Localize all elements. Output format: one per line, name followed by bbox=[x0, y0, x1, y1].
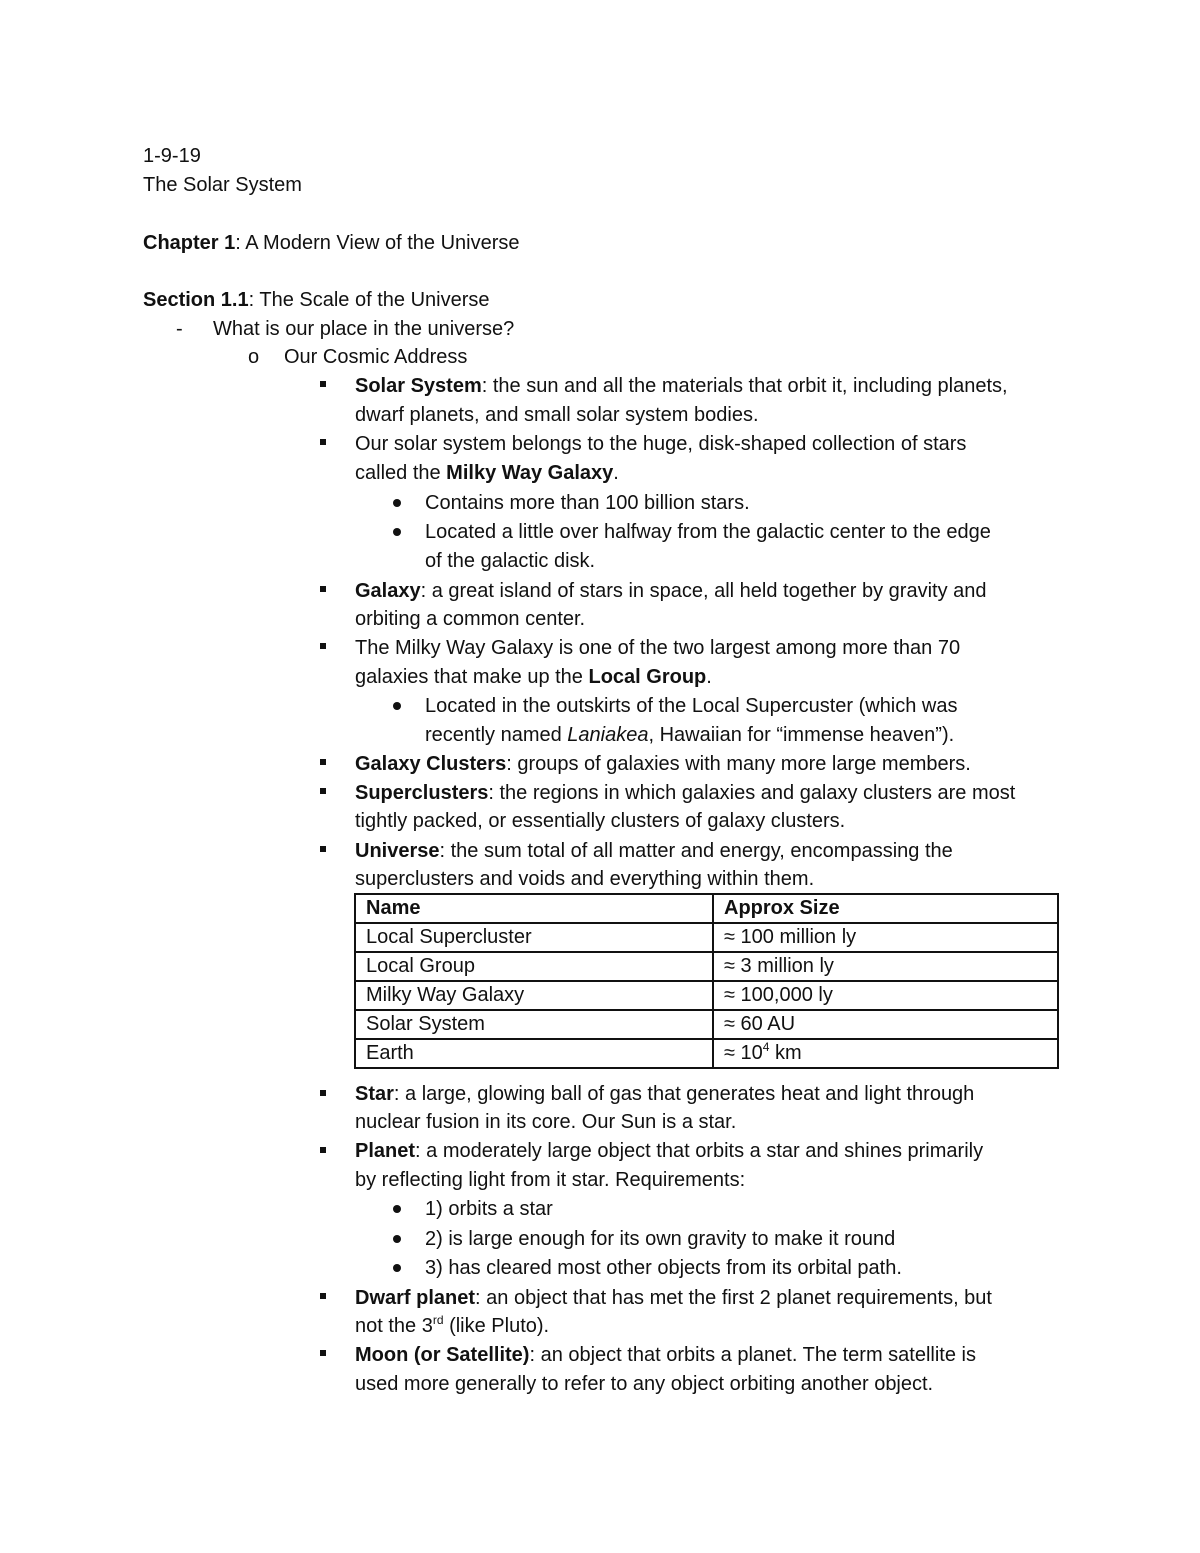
note-text: . bbox=[706, 666, 712, 688]
square-bullet-icon bbox=[320, 1147, 326, 1153]
sub-note-stars: Contains more than 100 billion stars. bbox=[425, 492, 750, 514]
earth-size-unit: km bbox=[769, 1042, 802, 1064]
square-bullet-icon bbox=[320, 1090, 326, 1096]
circle-bullet-icon: o bbox=[248, 346, 260, 368]
square-bullet-icon bbox=[320, 788, 326, 794]
table-header-row bbox=[355, 894, 1058, 923]
table-row bbox=[355, 981, 1058, 1010]
question: What is our place in the universe? bbox=[213, 318, 515, 340]
square-bullet-icon bbox=[320, 846, 326, 852]
note-text: : the regions in which galaxies and galaxy clusters are most bbox=[488, 782, 1016, 804]
note-moon-cont: used more generally to refer to any object orbiting another object. bbox=[355, 1373, 934, 1395]
note-text: not the 3 bbox=[355, 1315, 433, 1337]
note-milky-way: Our solar system belongs to the huge, disk-shaped collection of stars bbox=[355, 433, 967, 455]
note-text: : the sum total of all matter and energy, encompassing the bbox=[439, 840, 953, 862]
square-bullet-icon bbox=[320, 439, 326, 445]
sub-note-location-cont: of the galactic disk. bbox=[425, 550, 596, 572]
square-bullet-icon bbox=[320, 1350, 326, 1356]
note-solar-system-cont: dwarf planets, and small solar system bodies. bbox=[355, 404, 759, 426]
round-bullet-icon bbox=[393, 1235, 401, 1243]
note-text: recently named bbox=[425, 724, 568, 746]
note-text: : a moderately large object that orbits a star and shines primarily bbox=[415, 1140, 984, 1162]
note-superclusters-cont: tightly packed, or essentially clusters of galaxy clusters. bbox=[355, 810, 846, 832]
term-local-group: Local Group bbox=[588, 666, 707, 688]
term-solar-system: Solar System bbox=[355, 375, 482, 397]
square-bullet-icon bbox=[320, 381, 326, 387]
note-galaxy-cont: orbiting a common center. bbox=[355, 608, 586, 630]
note-text: (like Pluto). bbox=[443, 1315, 550, 1337]
table-header-cell: Approx Size bbox=[713, 894, 1058, 923]
term-laniakea: Laniakea bbox=[567, 724, 649, 746]
term-galaxy: Galaxy bbox=[355, 580, 421, 602]
section-title: : The Scale of the Universe bbox=[248, 289, 490, 311]
planet-requirement-2: 2) is large enough for its own gravity to make it round bbox=[425, 1228, 896, 1250]
size-table bbox=[354, 893, 1059, 1069]
square-bullet-icon bbox=[320, 759, 326, 765]
section-heading bbox=[143, 286, 489, 315]
chapter-heading bbox=[143, 229, 519, 258]
note-moon bbox=[355, 1341, 976, 1370]
note-superclusters bbox=[355, 779, 1015, 808]
term-galaxy-clusters: Galaxy Clusters bbox=[355, 753, 507, 775]
table-cell bbox=[713, 1039, 1058, 1068]
table-cell: ≈ 100 million ly bbox=[713, 923, 1058, 952]
round-bullet-icon bbox=[393, 528, 401, 536]
table-cell: Local Supercluster bbox=[355, 923, 713, 952]
sub-note-supercluster-cont bbox=[425, 721, 954, 750]
note-text: galaxies that make up the bbox=[355, 666, 589, 688]
chapter-label: Chapter 1 bbox=[143, 232, 236, 254]
table-cell: Earth bbox=[355, 1039, 713, 1068]
round-bullet-icon bbox=[393, 702, 401, 710]
note-star-cont: nuclear fusion in its core. Our Sun is a star. bbox=[355, 1111, 737, 1133]
note-text: : an object that orbits a planet. The term satellite is bbox=[529, 1344, 976, 1366]
square-bullet-icon bbox=[320, 1293, 326, 1299]
round-bullet-icon bbox=[393, 1264, 401, 1272]
note-galaxy-clusters bbox=[355, 750, 971, 779]
round-bullet-icon bbox=[393, 499, 401, 507]
subheading: Our Cosmic Address bbox=[284, 346, 468, 368]
note-dwarf-planet bbox=[355, 1284, 992, 1313]
term-superclusters: Superclusters bbox=[355, 782, 489, 804]
note-text: . bbox=[613, 462, 619, 484]
round-bullet-icon bbox=[393, 1205, 401, 1213]
planet-requirement-3: 3) has cleared most other objects from its orbital path. bbox=[425, 1257, 902, 1279]
table-cell: Local Group bbox=[355, 952, 713, 981]
table-row bbox=[355, 1010, 1058, 1039]
term-milky-way-galaxy: Milky Way Galaxy bbox=[446, 462, 614, 484]
square-bullet-icon bbox=[320, 586, 326, 592]
note-planet bbox=[355, 1137, 983, 1166]
note-text: : groups of galaxies with many more large members. bbox=[506, 753, 971, 775]
note-universe bbox=[355, 837, 953, 866]
note-text: : an object that has met the first 2 planet requirements, but bbox=[475, 1287, 992, 1309]
sub-note-supercluster: Located in the outskirts of the Local Supercuster (which was bbox=[425, 695, 958, 717]
sub-note-location: Located a little over halfway from the galactic center to the edge bbox=[425, 521, 991, 543]
table-cell: Milky Way Galaxy bbox=[355, 981, 713, 1010]
table-row bbox=[355, 952, 1058, 981]
planet-requirement-1: 1) orbits a star bbox=[425, 1198, 553, 1220]
dash-bullet-icon: - bbox=[176, 318, 183, 340]
table-header-cell: Name bbox=[355, 894, 713, 923]
earth-size-base: ≈ 10 bbox=[724, 1042, 763, 1064]
note-planet-cont: by reflecting light from it star. Requirements: bbox=[355, 1169, 746, 1191]
note-local-group: The Milky Way Galaxy is one of the two largest among more than 70 bbox=[355, 637, 961, 659]
note-dwarf-planet-cont bbox=[355, 1312, 549, 1341]
course-title: The Solar System bbox=[143, 174, 302, 196]
note-text: : a large, glowing ball of gas that generates heat and light through bbox=[393, 1083, 975, 1105]
square-bullet-icon bbox=[320, 643, 326, 649]
table-row bbox=[355, 923, 1058, 952]
table-cell: ≈ 3 million ly bbox=[713, 952, 1058, 981]
note-galaxy bbox=[355, 577, 987, 606]
term-planet: Planet bbox=[355, 1140, 416, 1162]
note-star bbox=[355, 1080, 974, 1109]
term-star: Star bbox=[355, 1083, 394, 1105]
table-cell: Solar System bbox=[355, 1010, 713, 1039]
note-text: : the sun and all the materials that orbit it, including planets, bbox=[481, 375, 1008, 397]
note-universe-cont: superclusters and voids and everything within them. bbox=[355, 868, 815, 890]
ordinal-suffix: rd bbox=[432, 1313, 444, 1327]
note-text: called the bbox=[355, 462, 447, 484]
term-moon: Moon (or Satellite) bbox=[355, 1344, 530, 1366]
note-solar-system bbox=[355, 372, 1008, 401]
term-dwarf-planet: Dwarf planet bbox=[355, 1287, 476, 1309]
table-cell: ≈ 60 AU bbox=[713, 1010, 1058, 1039]
note-text: : a great island of stars in space, all held together by gravity and bbox=[420, 580, 987, 602]
section-label: Section 1.1 bbox=[143, 289, 249, 311]
chapter-title: : A Modern View of the Universe bbox=[235, 232, 520, 254]
table-row bbox=[355, 1039, 1058, 1068]
earth-size-exponent: 4 bbox=[762, 1040, 770, 1054]
note-milky-way-cont bbox=[355, 459, 619, 488]
term-universe: Universe bbox=[355, 840, 440, 862]
table-cell: ≈ 100,000 ly bbox=[713, 981, 1058, 1010]
note-local-group-cont bbox=[355, 663, 712, 692]
date: 1-9-19 bbox=[143, 145, 201, 167]
note-text: , Hawaiian for “immense heaven”). bbox=[648, 724, 955, 746]
